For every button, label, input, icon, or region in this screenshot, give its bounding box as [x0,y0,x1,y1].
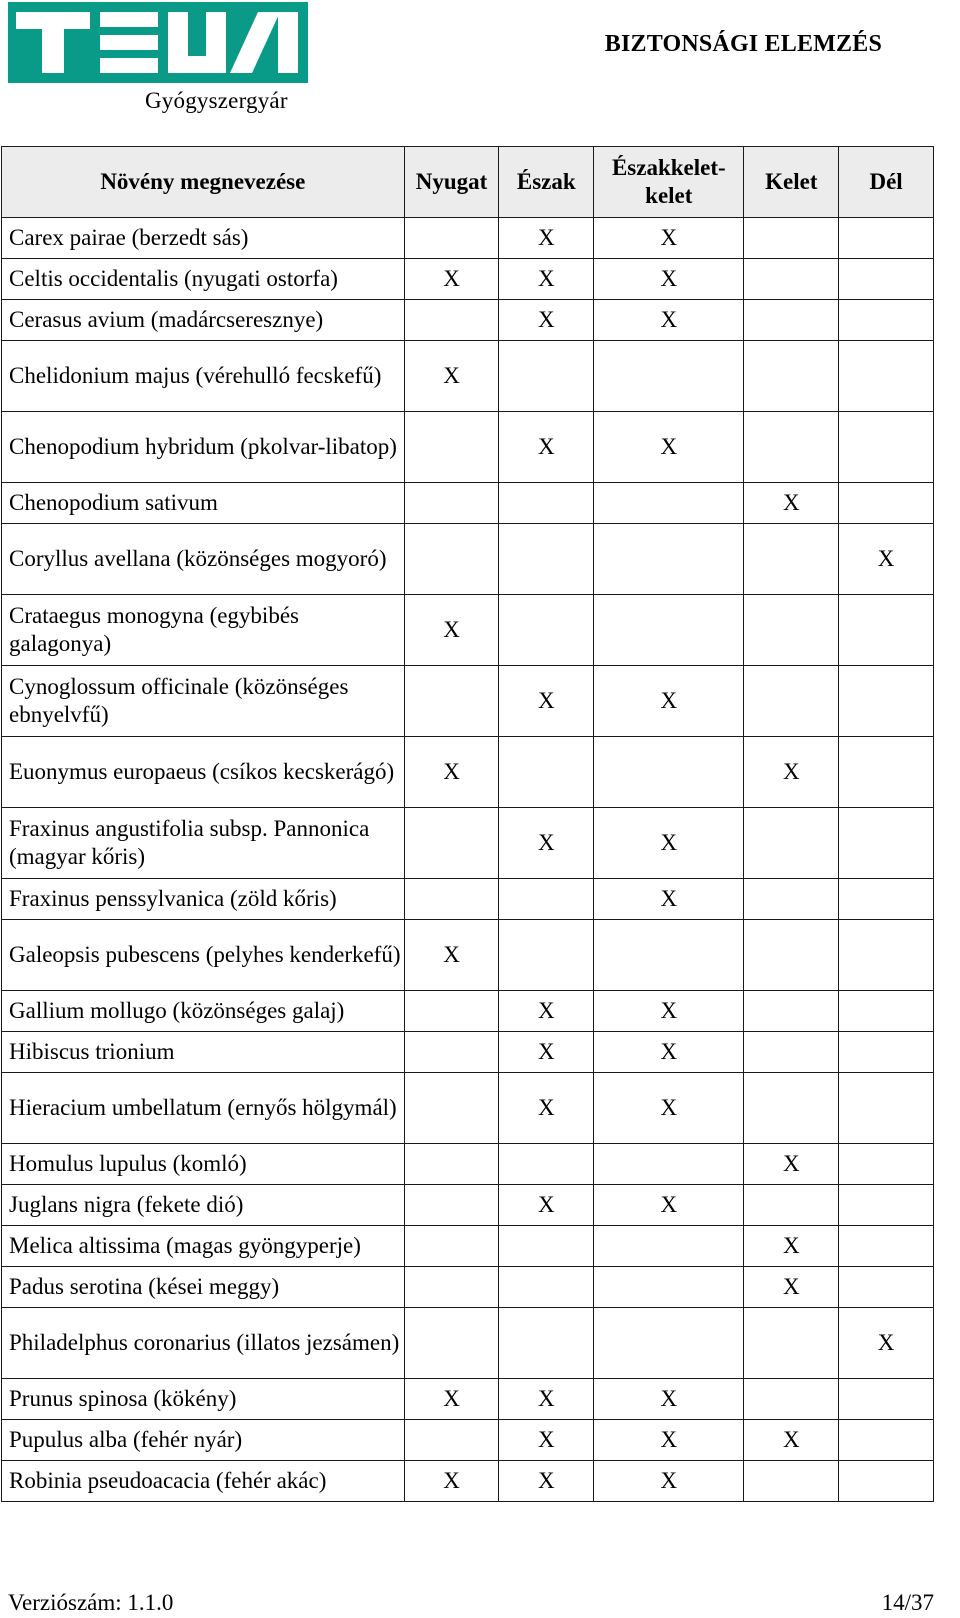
mark-cell-nyugat [404,483,499,524]
mark-cell-eszakkelet-kelet [594,1308,744,1379]
mark-cell-nyugat [404,1226,499,1267]
plant-name-cell: Gallium mollugo (közönséges galaj) [2,991,405,1032]
plant-distribution-table [1,146,934,1502]
mark-cell-kelet [744,991,839,1032]
mark-cell-eszak: X [499,300,594,341]
mark-cell-kelet [744,218,839,259]
mark-cell-kelet: X [744,1267,839,1308]
mark-cell-nyugat [404,1144,499,1185]
mark-cell-eszak [499,341,594,412]
mark-cell-eszak [499,1144,594,1185]
mark-cell-nyugat [404,879,499,920]
mark-cell-eszak: X [499,991,594,1032]
plant-name-cell: Robinia pseudoacacia (fehér akác) [2,1461,405,1502]
plant-name-cell: Carex pairae (berzedt sás) [2,218,405,259]
mark-cell-eszak [499,524,594,595]
mark-cell-eszakkelet-kelet [594,1144,744,1185]
mark-cell-eszakkelet-kelet: X [594,259,744,300]
mark-cell-nyugat: X [404,1461,499,1502]
mark-cell-kelet: X [744,483,839,524]
mark-cell-eszak: X [499,412,594,483]
table-row [2,595,934,666]
table-row [2,1379,934,1420]
mark-cell-del [839,1461,934,1502]
plant-name-cell: Homulus lupulus (komló) [2,1144,405,1185]
mark-cell-nyugat [404,1308,499,1379]
mark-cell-kelet [744,259,839,300]
plant-name-cell: Cerasus avium (madárcseresznye) [2,300,405,341]
mark-cell-eszak: X [499,1073,594,1144]
mark-cell-del [839,808,934,879]
mark-cell-eszakkelet-kelet: X [594,412,744,483]
document-title: BIZTONSÁGI ELEMZÉS [604,31,882,57]
mark-cell-nyugat [404,808,499,879]
mark-cell-eszakkelet-kelet: X [594,1461,744,1502]
teva-logo-image [8,2,308,88]
mark-cell-eszakkelet-kelet [594,524,744,595]
header-plant-name: Növény megnevezése [2,147,405,218]
plant-name-cell: Pupulus alba (fehér nyár) [2,1420,405,1461]
mark-cell-kelet [744,1461,839,1502]
mark-cell-nyugat [404,991,499,1032]
mark-cell-nyugat [404,1420,499,1461]
version-number: Verziószám: 1.1.0 [8,1590,174,1615]
mark-cell-kelet [744,1032,839,1073]
plant-name-cell: Cynoglossum officinale (közönséges ebnyelvfű) [2,666,405,737]
mark-cell-eszakkelet-kelet [594,1226,744,1267]
mark-cell-del [839,991,934,1032]
mark-cell-del [839,1032,934,1073]
mark-cell-del [839,920,934,991]
mark-cell-eszakkelet-kelet [594,483,744,524]
mark-cell-del [839,595,934,666]
mark-cell-del [839,1267,934,1308]
mark-cell-eszakkelet-kelet: X [594,1073,744,1144]
mark-cell-del: X [839,1308,934,1379]
plant-name-cell: Crataegus monogyna (egybibés galagonya) [2,595,405,666]
mark-cell-eszak: X [499,1032,594,1073]
table-row [2,412,934,483]
plant-name-cell: Fraxinus angustifolia subsp. Pannonica (magyar kőris) [2,808,405,879]
table-body [2,218,934,1502]
mark-cell-eszak: X [499,1420,594,1461]
table-row [2,879,934,920]
mark-cell-kelet [744,412,839,483]
mark-cell-kelet [744,595,839,666]
mark-cell-eszakkelet-kelet: X [594,991,744,1032]
table-row [2,666,934,737]
company-subtitle: Gyógyszergyár [145,88,288,113]
mark-cell-eszak: X [499,218,594,259]
mark-cell-del [839,1144,934,1185]
table-row [2,1420,934,1461]
mark-cell-nyugat: X [404,1379,499,1420]
mark-cell-del [839,666,934,737]
mark-cell-eszakkelet-kelet [594,737,744,808]
mark-cell-nyugat: X [404,595,499,666]
mark-cell-eszakkelet-kelet: X [594,879,744,920]
mark-cell-eszakkelet-kelet: X [594,1032,744,1073]
mark-cell-eszak [499,737,594,808]
table-row [2,341,934,412]
table-row [2,483,934,524]
mark-cell-eszakkelet-kelet [594,920,744,991]
plant-name-cell: Melica altissima (magas gyöngyperje) [2,1226,405,1267]
table-row [2,808,934,879]
mark-cell-kelet [744,879,839,920]
table-row [2,1144,934,1185]
table-row [2,1308,934,1379]
mark-cell-eszak [499,595,594,666]
table-row [2,1185,934,1226]
mark-cell-kelet [744,666,839,737]
plant-name-cell: Celtis occidentalis (nyugati ostorfa) [2,259,405,300]
plant-name-cell: Philadelphus coronarius (illatos jezsámen) [2,1308,405,1379]
plant-name-cell: Juglans nigra (fekete dió) [2,1185,405,1226]
plant-name-cell: Galeopsis pubescens (pelyhes kenderkefű) [2,920,405,991]
plant-name-cell: Euonymus europaeus (csíkos kecskerágó) [2,737,405,808]
mark-cell-nyugat [404,524,499,595]
mark-cell-nyugat [404,300,499,341]
mark-cell-kelet: X [744,1144,839,1185]
plant-name-cell: Fraxinus penssylvanica (zöld kőris) [2,879,405,920]
table-row [2,1073,934,1144]
mark-cell-del [839,737,934,808]
mark-cell-nyugat [404,1267,499,1308]
mark-cell-del [839,1379,934,1420]
mark-cell-del [839,879,934,920]
mark-cell-nyugat: X [404,341,499,412]
table-row [2,1461,934,1502]
table-row [2,1226,934,1267]
plant-name-cell: Chelidonium majus (vérehulló fecskefű) [2,341,405,412]
mark-cell-eszak: X [499,666,594,737]
mark-cell-eszakkelet-kelet: X [594,666,744,737]
plant-name-cell: Hibiscus trionium [2,1032,405,1073]
mark-cell-del [839,1185,934,1226]
mark-cell-eszakkelet-kelet [594,341,744,412]
mark-cell-del [839,218,934,259]
mark-cell-nyugat [404,1032,499,1073]
mark-cell-kelet: X [744,737,839,808]
mark-cell-del [839,341,934,412]
header-nyugat: Nyugat [404,147,499,218]
mark-cell-eszakkelet-kelet [594,595,744,666]
mark-cell-eszakkelet-kelet: X [594,1185,744,1226]
mark-cell-nyugat: X [404,259,499,300]
table-row [2,991,934,1032]
mark-cell-eszak [499,1308,594,1379]
mark-cell-kelet [744,524,839,595]
table-row [2,737,934,808]
mark-cell-nyugat [404,218,499,259]
plant-name-cell: Hieracium umbellatum (ernyős hölgymál) [2,1073,405,1144]
mark-cell-eszak: X [499,1379,594,1420]
mark-cell-del: X [839,524,934,595]
table-row [2,524,934,595]
mark-cell-eszakkelet-kelet: X [594,808,744,879]
header-eszak: Észak [499,147,594,218]
table-row [2,1267,934,1308]
mark-cell-kelet: X [744,1226,839,1267]
mark-cell-kelet [744,1073,839,1144]
mark-cell-eszak [499,1226,594,1267]
header-del: Dél [839,147,934,218]
mark-cell-eszak [499,920,594,991]
plant-name-cell: Padus serotina (kései meggy) [2,1267,405,1308]
table-header-row [2,147,934,218]
mark-cell-eszakkelet-kelet: X [594,1379,744,1420]
mark-cell-del [839,1420,934,1461]
mark-cell-kelet [744,1308,839,1379]
plant-name-cell: Coryllus avellana (közönséges mogyoró) [2,524,405,595]
mark-cell-del [839,300,934,341]
page-number: 14/37 [881,1590,934,1615]
mark-cell-nyugat: X [404,920,499,991]
mark-cell-eszak [499,879,594,920]
mark-cell-del [839,483,934,524]
header-eszakkelet-kelet: Északkelet-kelet [594,147,744,218]
table-row [2,920,934,991]
mark-cell-nyugat: X [404,737,499,808]
mark-cell-del [839,1226,934,1267]
table-row [2,218,934,259]
mark-cell-eszakkelet-kelet [594,1267,744,1308]
mark-cell-del [839,412,934,483]
plant-name-cell: Prunus spinosa (kökény) [2,1379,405,1420]
mark-cell-eszakkelet-kelet: X [594,1420,744,1461]
mark-cell-eszak: X [499,1185,594,1226]
teva-logo [8,2,308,88]
table-row [2,259,934,300]
mark-cell-kelet [744,300,839,341]
table-row [2,1032,934,1073]
plant-name-cell: Chenopodium sativum [2,483,405,524]
mark-cell-eszak [499,483,594,524]
mark-cell-kelet: X [744,1420,839,1461]
header-kelet: Kelet [744,147,839,218]
mark-cell-eszak: X [499,1461,594,1502]
mark-cell-eszakkelet-kelet: X [594,300,744,341]
mark-cell-eszak: X [499,259,594,300]
mark-cell-kelet [744,341,839,412]
mark-cell-kelet [744,808,839,879]
mark-cell-eszakkelet-kelet: X [594,218,744,259]
mark-cell-nyugat [404,1073,499,1144]
mark-cell-del [839,1073,934,1144]
mark-cell-nyugat [404,1185,499,1226]
mark-cell-eszak: X [499,808,594,879]
mark-cell-kelet [744,1379,839,1420]
mark-cell-del [839,259,934,300]
mark-cell-kelet [744,1185,839,1226]
mark-cell-eszak [499,1267,594,1308]
mark-cell-kelet [744,920,839,991]
mark-cell-nyugat [404,666,499,737]
plant-name-cell: Chenopodium hybridum (pkolvar-libatop) [2,412,405,483]
mark-cell-nyugat [404,412,499,483]
table-row [2,300,934,341]
